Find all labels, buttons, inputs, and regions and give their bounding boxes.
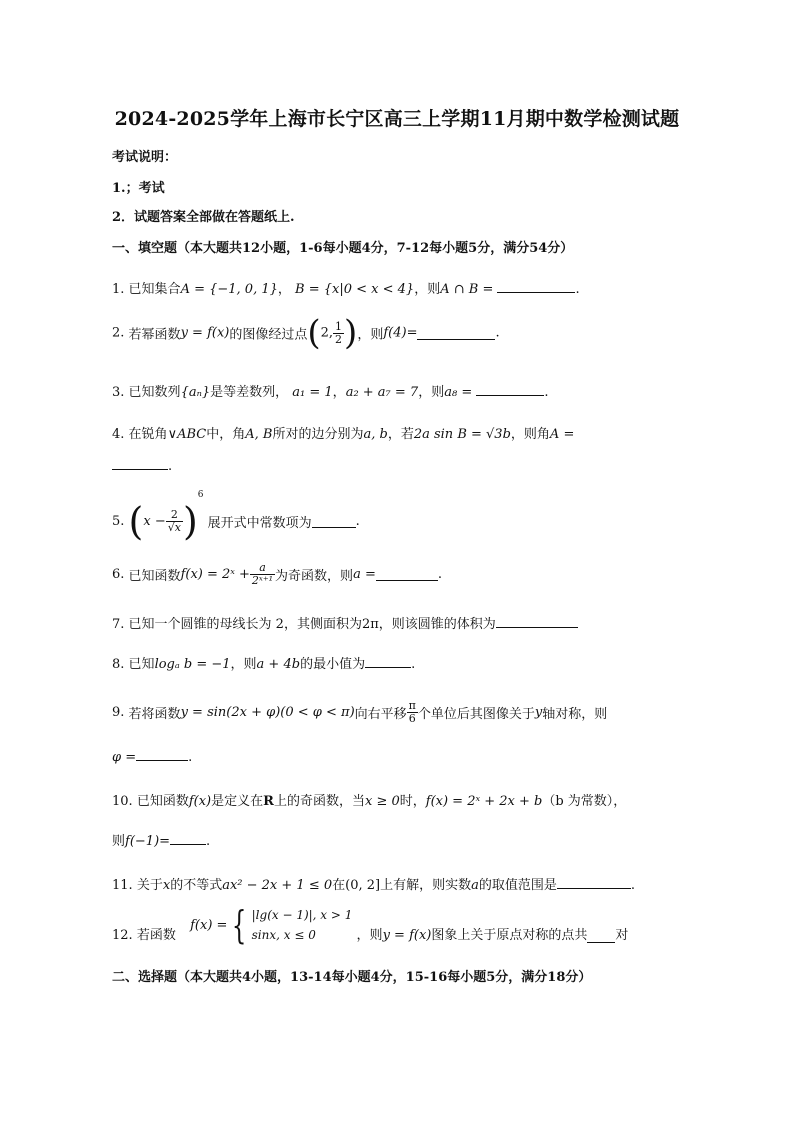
question-12: 12. 若函数 f(x) = { |lg(x − 1)|, x > 1 sinx, x ≤ 0 ，则y = f(x)图象上关于原点对称的点共 对 <box>112 903 629 947</box>
answer-blank <box>376 568 438 581</box>
page-title: 2024-2025学年上海市长宁区高三上学期11月期中数学检测试题 <box>114 108 680 130</box>
section2-heading: 二、选择题（本大题共4小题，13-14每小题4分，15-16每小题5分，满分18分） <box>112 970 592 985</box>
question-3: 3. 已知数列{aₙ}是等差数列， a₁ = 1，a₂ + a₇ = 7，则a₈ = . <box>112 385 549 400</box>
question-8: 8. 已知logₐ b = −1，则a + 4b的最小值为 . <box>112 657 416 672</box>
exam-note-2: 2．试题答案全部做在答题纸上. <box>112 210 295 225</box>
question-4-answer: . <box>112 457 172 474</box>
answer-blank <box>476 383 544 396</box>
question-9: 9. 若将函数y = sin(2x + φ)(0 < φ < π)向右平移 $\frac{\pi}{6}$ 个单位后其图像关于y轴对称，则 <box>112 699 608 725</box>
question-7: 7. 已知一个圆锥的母线长为 2，其侧面积为2π，则该圆锥的体积为 <box>112 613 578 632</box>
answer-blank <box>112 457 168 470</box>
question-11: 11. 关于x的不等式ax² − 2x + 1 ≤ 0在(0, 2]上有解，则实数a的取值范围是 . <box>112 878 636 893</box>
answer-blank <box>136 748 188 761</box>
question-6: 6. 已知函数f(x) = 2ˣ + $\frac{a}{\text{2ˣ⁺¹}}$ 为奇函数，则a = . <box>112 561 442 587</box>
question-2: 2. 若幂函数y = f(x)的图像经过点(2, $\frac{1}{2}$ )，则f(4)= . <box>112 313 500 353</box>
question-10-answer: 则f(−1)= . <box>112 834 211 849</box>
question-9-answer: φ = . <box>112 750 193 765</box>
answer-blank <box>417 327 495 340</box>
question-4: 4. 在锐角∨ABC中，角A, B所对的边分别为a, b，若2a sin B = √3b，则角A = <box>112 427 575 442</box>
question-1: 1. 已知集合A = {−1, 0, 1}， B = {x|0 < x < 4}，则A ∩ B = . <box>112 282 580 297</box>
exam-note-1: 1.；考试 <box>112 181 165 196</box>
answer-blank <box>312 515 356 528</box>
answer-blank <box>496 615 578 628</box>
section1-heading: 一、填空题（本大题共12小题，1-6每小题4分，7-12每小题5分，满分54分） <box>112 241 574 256</box>
question-5: 5. (x − $\frac{2}{√x}$ )$^6$ 展开式中常数项为 . <box>112 490 360 544</box>
question-10: 10. 已知函数f(x)是定义在R上的奇函数，当x ≥ 0时，f(x) = 2ˣ + 2x + b（b 为常数）， <box>112 794 627 809</box>
answer-blank <box>170 832 206 845</box>
answer-blank <box>365 655 411 668</box>
exam-notes-heading: 考试说明： <box>112 150 178 165</box>
answer-blank <box>497 280 575 293</box>
answer-blank <box>587 930 615 943</box>
answer-blank <box>557 876 631 889</box>
